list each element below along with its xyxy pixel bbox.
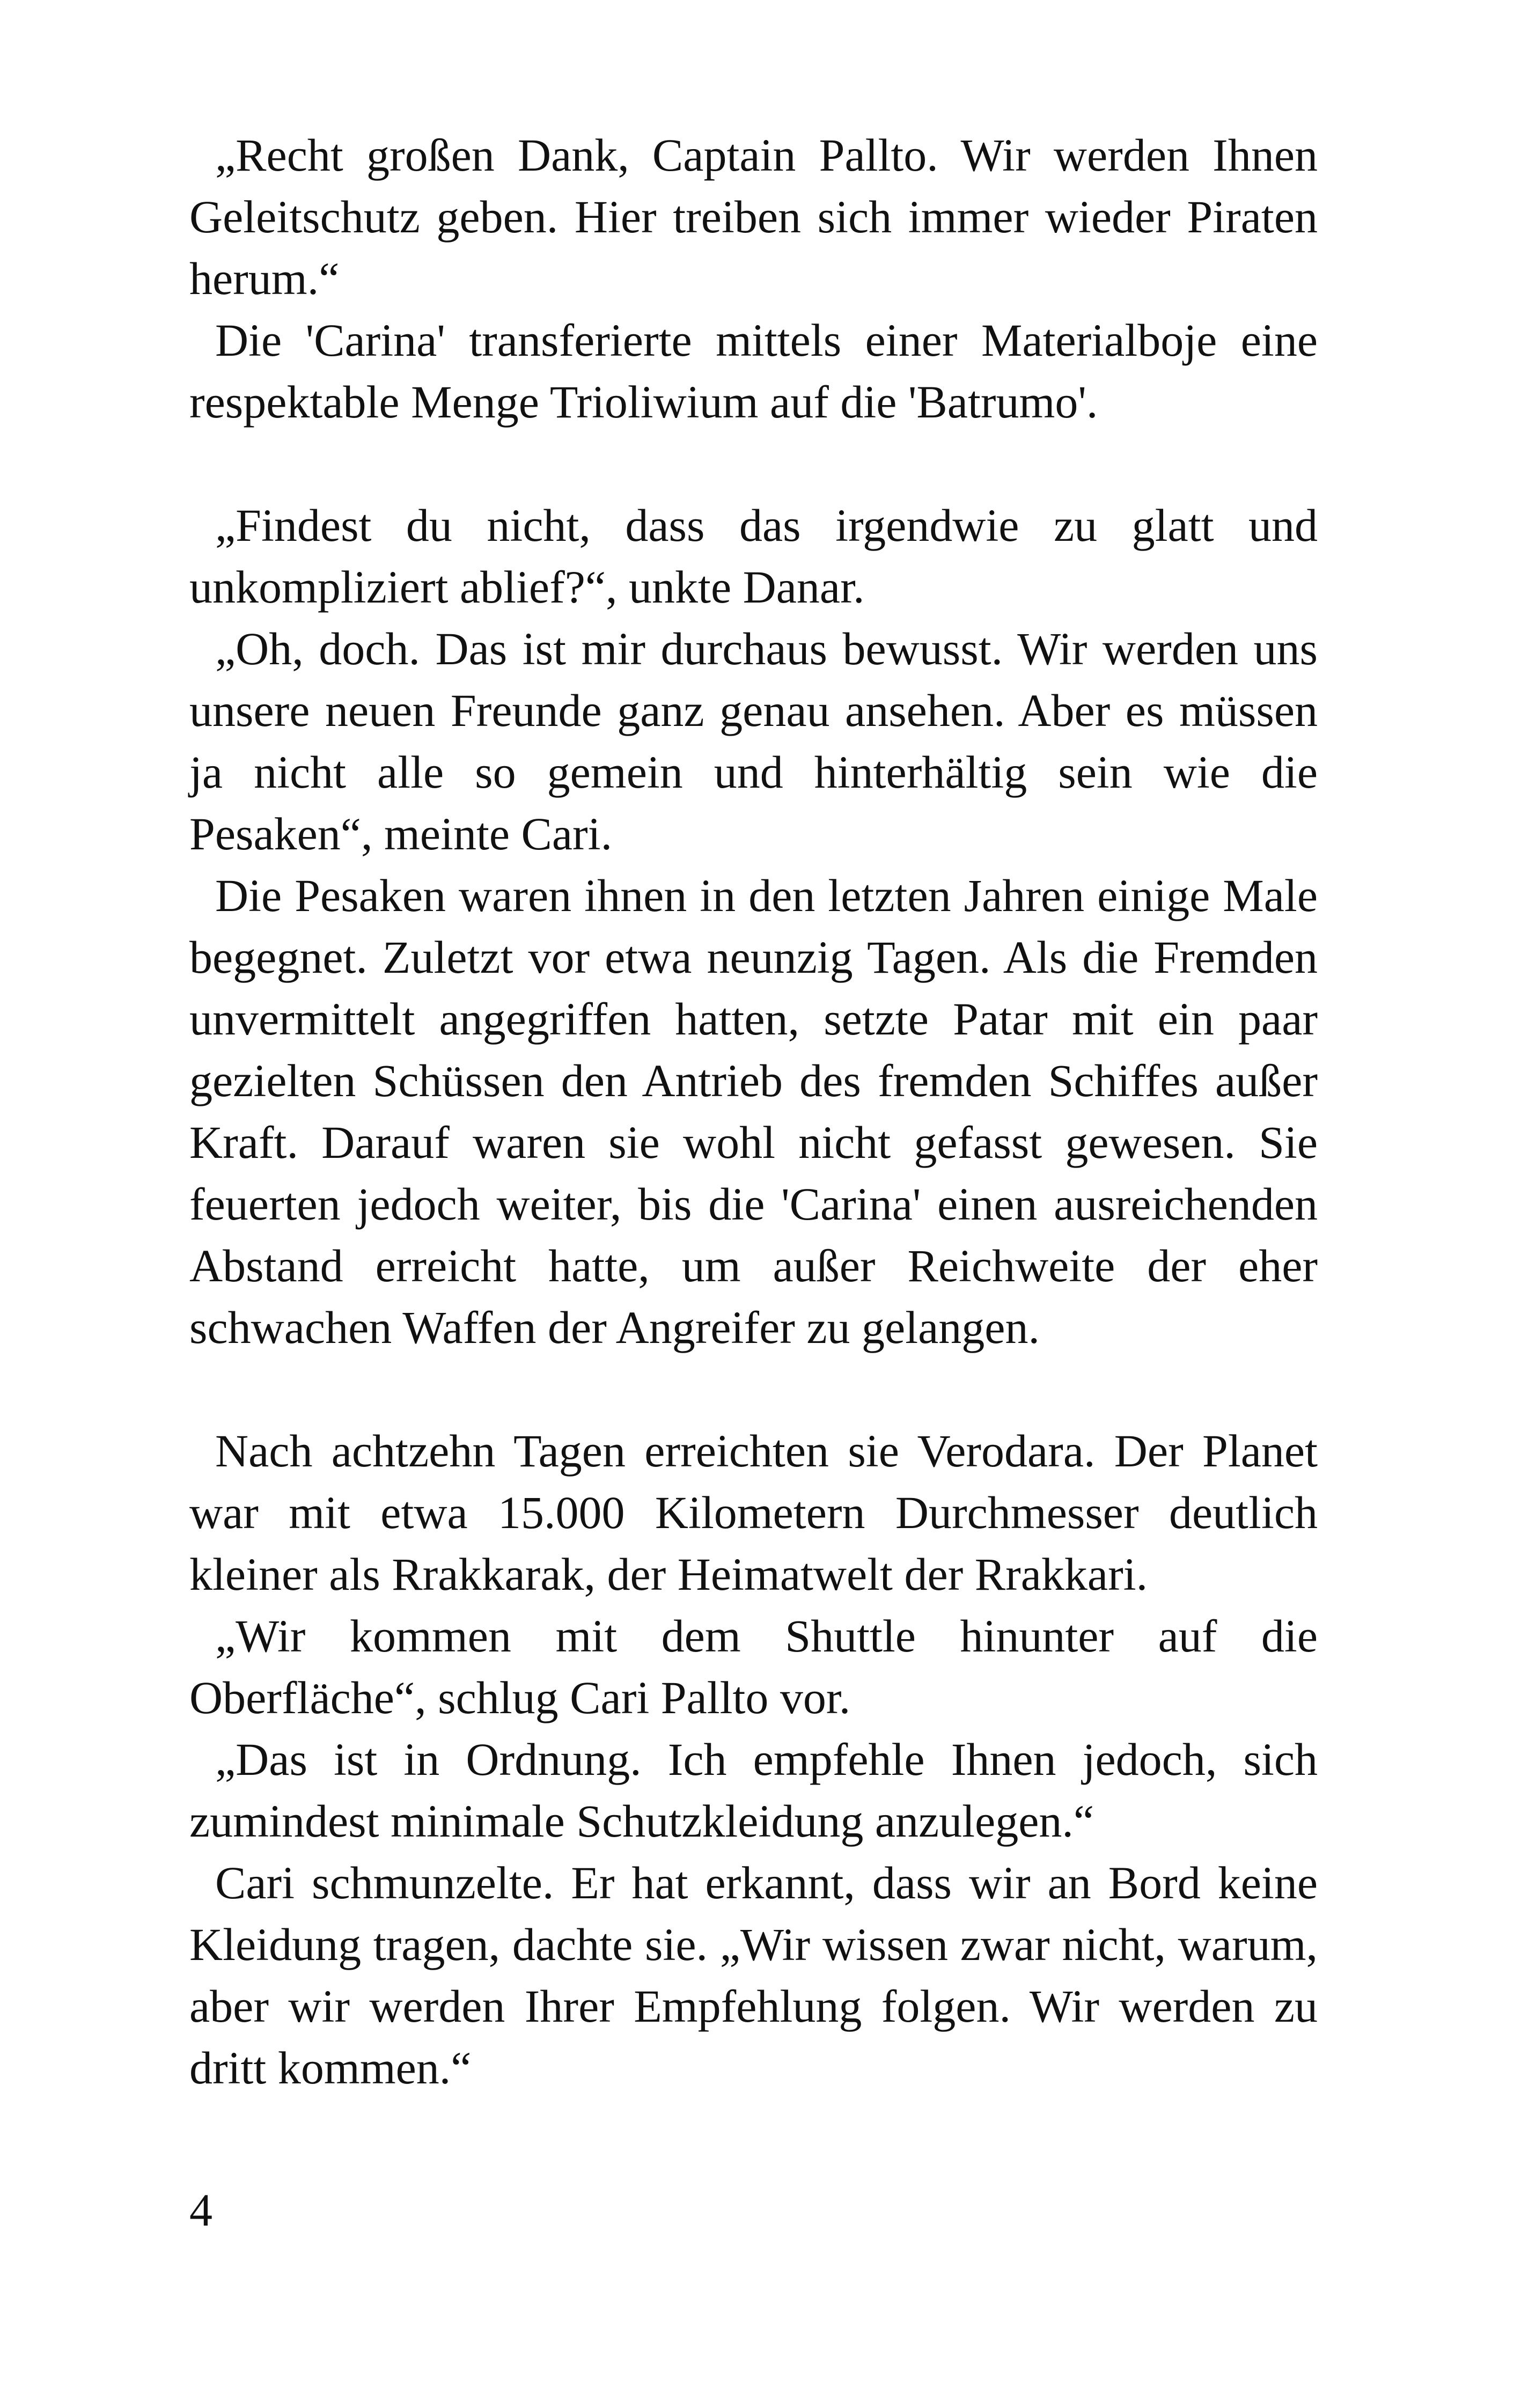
paragraph: „Oh, doch. Das ist mir durchaus bewusst. Wir werden uns unsere neuen Freunde ganz genau ansehen. Aber es müssen ja nicht alle so gemein und hinterhältig sein wie die Pesaken“, meinte Cari. xyxy=(189,623,1318,860)
paragraph: „Das ist in Ordnung. Ich empfehle Ihnen jedoch, sich zumindest minimale Schutzkleidung anzulegen.“ xyxy=(189,1734,1318,1847)
paragraph: „Recht großen Dank, Captain Pallto. Wir werden Ihnen Geleitschutz geben. Hier treiben sich immer wieder Piraten herum.“ xyxy=(189,129,1318,304)
paragraph: Nach achtzehn Tagen erreichten sie Verodara. Der Planet war mit etwa 15.000 Kilometern Durchmesser deutlich kleiner als Rrakkarak, der Heimatwelt der Rrakkari. xyxy=(189,1425,1318,1600)
paragraph: „Wir kommen mit dem Shuttle hinunter auf die Oberfläche“, schlug Cari Pallto vor. xyxy=(189,1610,1318,1723)
paragraph: Die Pesaken waren ihnen in den letzten Jahren einige Male begegnet. Zuletzt vor etwa neunzig Tagen. Als die Fremden unvermittelt angegriffen hatten, setzte Patar mit ein paar gezielten Schüssen den Antrieb des fremden Schiffes außer Kraft. Darauf waren sie wohl nicht gefasst gewesen. Sie feuerten jedoch weiter, bis die 'Carina' einen ausreichenden Abstand erreicht hatte, um außer Reichweite der eher schwachen Waffen der Angreifer zu gelangen. xyxy=(189,870,1318,1353)
paragraph: „Findest du nicht, dass das irgendwie zu glatt und unkompliziert ablief?“, unkte Danar. xyxy=(189,500,1318,613)
paragraph: Cari schmunzelte. Er hat erkannt, dass wir an Bord keine Kleidung tragen, dachte sie. „Wir wissen zwar nicht, warum, aber wir werden Ihrer Empfehlung folgen. Wir werden zu dritt kommen.“ xyxy=(189,1857,1318,2094)
page-number: 4 xyxy=(189,2184,212,2236)
section-break xyxy=(189,433,1318,495)
section-break xyxy=(189,1359,1318,1420)
body-text xyxy=(189,124,1318,2099)
paragraph: Die 'Carina' transferierte mittels einer Materialboje eine respektable Menge Trioliwium auf die 'Batrumo'. xyxy=(189,314,1318,428)
